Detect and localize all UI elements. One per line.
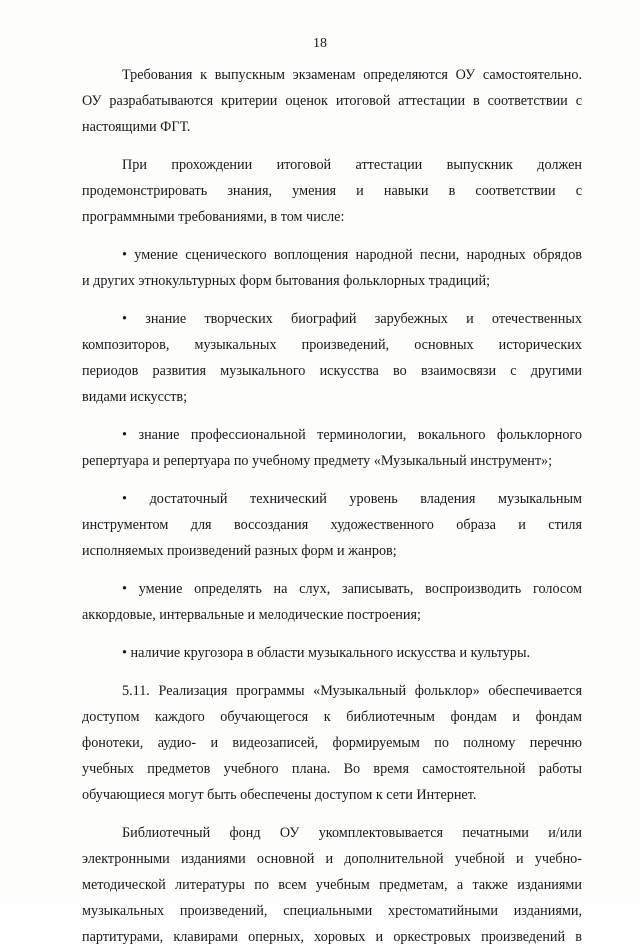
- text-line: музыкальных произведений, специальными хрестоматийными изданиями,: [82, 903, 582, 919]
- paragraph: [82, 820, 582, 950]
- text-line: • знание профессиональной терминологии, вокального фольклорного: [122, 427, 582, 443]
- text-line: методической литературы по всем учебным предметам, а также изданиями: [82, 877, 582, 893]
- text-line: При прохождении итоговой аттестации выпускник должен: [122, 157, 582, 173]
- text-line: • умение определять на слух, записывать, воспроизводить голосом: [122, 581, 582, 597]
- text-line: аккордовые, интервальные и мелодические построения;: [82, 607, 421, 623]
- paragraph-gap: [82, 666, 582, 678]
- text-line: электронными изданиями основной и дополнительной учебной и учебно-: [82, 851, 582, 867]
- text-line: • умение сценического воплощения народной песни, народных обрядов: [122, 247, 582, 263]
- paragraph-gap: [82, 474, 582, 486]
- text-line: ОУ разрабатываются критерии оценок итоговой аттестации в соответствии с: [82, 93, 582, 109]
- paragraph: [82, 62, 582, 140]
- paragraph-gap: [82, 410, 582, 422]
- bullet-item: [82, 422, 582, 474]
- text-line: учебных предметов учебного плана. Во время самостоятельной работы: [82, 761, 582, 777]
- text-line: и других этнокультурных форм бытования фольклорных традиций;: [82, 273, 491, 289]
- text-line: репертуара и репертуара по учебному предмету «Музыкальный инструмент»;: [82, 453, 553, 469]
- bullet-item: [82, 640, 582, 666]
- text-line: • знание творческих биографий зарубежных и отечественных: [122, 311, 582, 327]
- text-line: инструментом для воссоздания художественного образа и стиля: [82, 517, 582, 533]
- paragraph-gap: [82, 628, 582, 640]
- text-line: фонотеки, аудио- и видеозаписей, формируемым по полному перечню: [82, 735, 582, 751]
- text-line: видами искусств;: [82, 389, 188, 405]
- document-body: [82, 62, 582, 950]
- paragraph-gap: [82, 140, 582, 152]
- bullet-item: [82, 242, 582, 294]
- text-line: • наличие кругозора в области музыкального искусства и культуры.: [122, 645, 531, 661]
- text-line: настоящими ФГТ.: [82, 119, 191, 135]
- text-line: • достаточный технический уровень владения музыкальным: [122, 491, 582, 507]
- text-line: обучающиеся могут быть обеспечены доступом к сети Интернет.: [82, 787, 477, 803]
- paragraph: [82, 678, 582, 808]
- text-line: Требования к выпускным экзаменам определяются ОУ самостоятельно.: [122, 67, 582, 83]
- text-line: периодов развития музыкального искусства во взаимосвязи с другими: [82, 363, 582, 379]
- paragraph: [82, 152, 582, 230]
- paragraph-gap: [82, 808, 582, 820]
- page-number: 18: [313, 36, 327, 51]
- text-line: композиторов, музыкальных произведений, основных исторических: [82, 337, 582, 353]
- text-line: Библиотечный фонд ОУ укомплектовывается печатными и/или: [122, 825, 582, 841]
- text-line: продемонстрировать знания, умения и навыки в соответствии с: [82, 183, 582, 199]
- text-line: исполняемых произведений разных форм и жанров;: [82, 543, 397, 559]
- bullet-item: [82, 306, 582, 410]
- text-line: партитурами, клавирами оперных, хоровых и оркестровых произведений в: [82, 929, 582, 945]
- paragraph-gap: [82, 230, 582, 242]
- text-line: доступом каждого обучающегося к библиотечным фондам и фондам: [82, 709, 582, 725]
- paragraph-gap: [82, 294, 582, 306]
- bullet-item: [82, 576, 582, 628]
- paragraph-gap: [82, 564, 582, 576]
- text-line: 5.11. Реализация программы «Музыкальный фольклор» обеспечивается: [122, 683, 582, 699]
- bullet-item: [82, 486, 582, 564]
- text-line: программными требованиями, в том числе:: [82, 209, 345, 225]
